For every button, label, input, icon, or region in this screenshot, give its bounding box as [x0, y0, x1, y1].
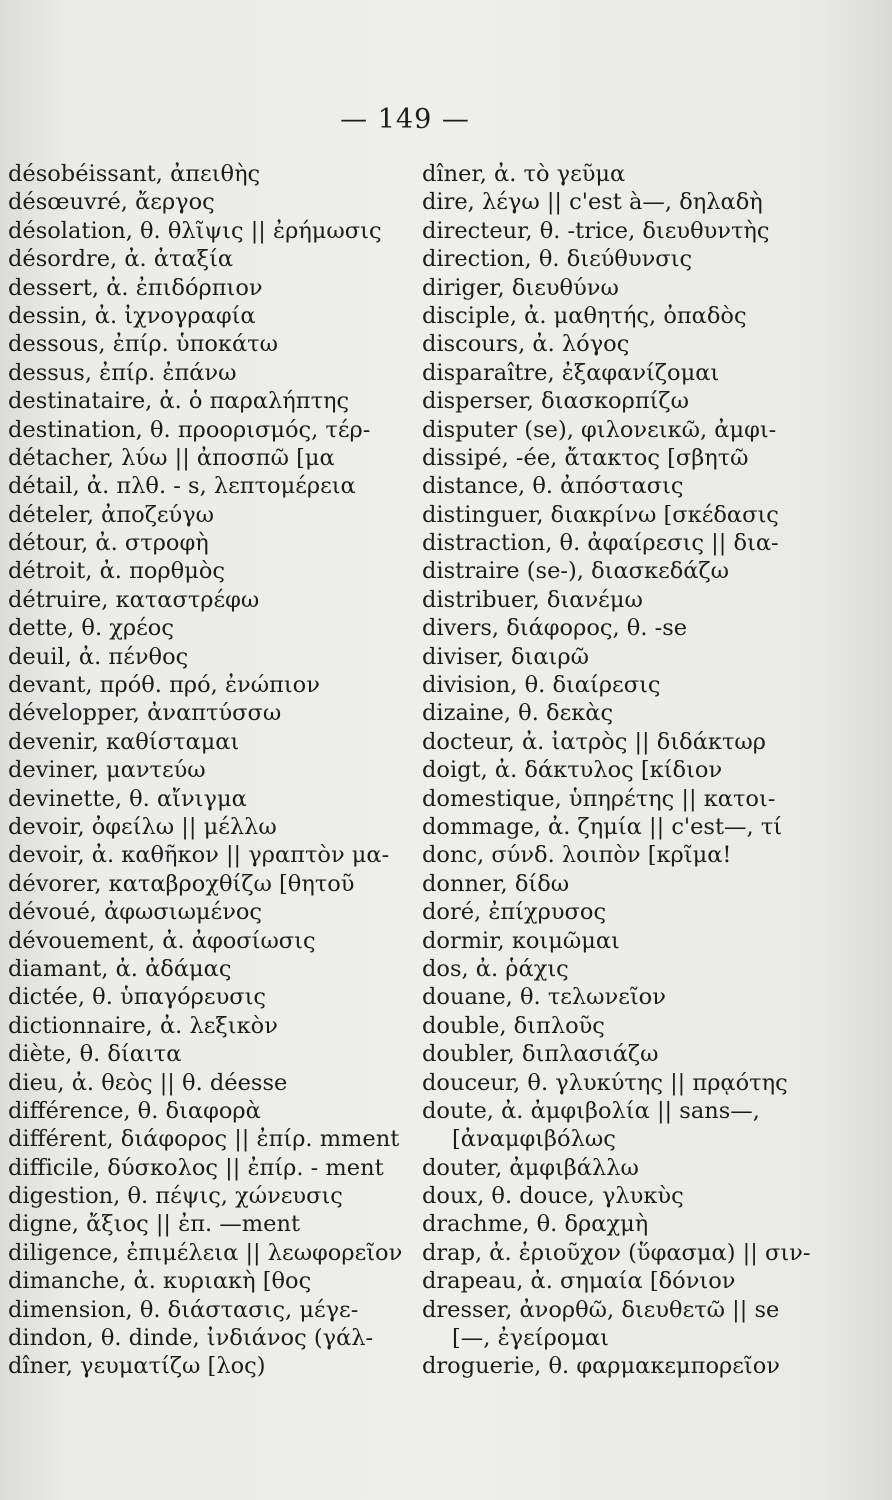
dictionary-entry-line: devinette, θ. αἴνιγμα [8, 785, 247, 812]
dictionary-entry-line: domestique, ὑπηρέτης || κατοι- [422, 785, 776, 812]
dictionary-entry-line: douceur, θ. γλυκύτης || πρᾳότης [422, 1069, 788, 1096]
dictionary-entry-line: devoir, ὀφείλω || μέλλω [8, 813, 277, 840]
dictionary-entry-line: devoir, ἀ. καθῆκον || γραπτὸν μα- [8, 842, 390, 869]
dictionary-entry-line: dresser, ἀνορθῶ, διευθετῶ || se [422, 1296, 780, 1323]
dictionary-entry-line: doute, ἀ. ἀμφιβολία || sans—, [422, 1097, 760, 1124]
dictionary-entry-line: dette, θ. χρέος [8, 615, 174, 642]
dictionary-entry-line: digne, ἄξιος || ἐπ. —ment [8, 1211, 300, 1238]
dictionary-entry-line: directeur, θ. -trice, διευθυντὴς [422, 217, 770, 244]
dictionary-entry-line: développer, ἀναπτύσσω [8, 700, 282, 727]
dictionary-entry-line: dételer, ἀποζεύγω [8, 501, 215, 528]
dictionary-entry-line: doubler, διπλασιάζω [422, 1041, 659, 1068]
dictionary-entry-line: distribuer, διανέμω [422, 586, 643, 613]
dictionary-entry-line: douter, ἀμφιβάλλω [422, 1154, 639, 1181]
dictionary-entry-line: dommage, ἀ. ζημία || c'est—, τί [422, 813, 783, 840]
dictionary-entry-line: destination, θ. προορισμός, τέρ- [8, 416, 371, 443]
dictionary-entry-line: détroit, ἀ. πορθμὸς [8, 558, 225, 585]
dictionary-entry-line: disciple, ἀ. μαθητής, ὀπαδὸς [422, 302, 747, 329]
dictionary-entry-line: donc, σύνδ. λοιπὸν [κρῖμα! [422, 842, 732, 869]
dictionary-entry-line: dos, ἀ. ῥάχις [422, 955, 569, 982]
dictionary-entry-line: désolation, θ. θλῖψις || ἐρήμωσις [8, 217, 382, 244]
dictionary-entry-line: [—, ἐγείρομαι [452, 1325, 609, 1352]
dictionary-entry-line: drachme, θ. δραχμὴ [422, 1211, 649, 1238]
dictionary-entry-line: disputer (se), φιλονεικῶ, ἀμφι- [422, 416, 777, 443]
right-column [422, 160, 818, 1381]
dictionary-entry-line: dimanche, ἀ. κυριακὴ [θος [8, 1268, 312, 1295]
dictionary-entry-line: devant, πρόθ. πρό, ἐνώπιον [8, 672, 320, 699]
dictionary-entry-line: détruire, καταστρέφω [8, 586, 260, 613]
dictionary-entry-line: dissipé, -ée, ἄτακτος [σβητῶ [422, 444, 749, 471]
dictionary-entry-line: diriger, διευθύνω [422, 274, 619, 301]
dictionary-entry-line: détour, ἀ. στροφὴ [8, 530, 209, 557]
dictionary-entry-line: détail, ἀ. πλθ. - s, λεπτομέρεια [8, 473, 356, 500]
dictionary-entry-line: docteur, ἀ. ἰατρὸς || διδάκτωρ [422, 728, 766, 755]
dictionary-entry-line: devenir, καθίσταμαι [8, 728, 240, 755]
dictionary-entry-line: dizaine, θ. δεκὰς [422, 700, 614, 727]
dictionary-entry-line: dindon, θ. dinde, ἰνδιάνος (γάλ- [8, 1325, 374, 1352]
dictionary-entry-line: diamant, ἀ. ἀδάμας [8, 955, 232, 982]
dictionary-entry-line: direction, θ. διεύθυνσις [422, 246, 693, 273]
dictionary-entry-line: différent, διάφορος || ἐπίρ. mment [8, 1126, 400, 1153]
dictionary-entry-line: dévorer, καταβροχθίζω [θητοῦ [8, 870, 355, 897]
dictionary-entry-line: dictée, θ. ὑπαγόρευσις [8, 984, 267, 1011]
dictionary-entry-line: double, διπλοῦς [422, 1012, 605, 1039]
dictionary-entry-line: diligence, ἐπιμέλεια || λεωφορεῖον [8, 1239, 403, 1266]
dictionary-entry-line: dîner, γευματίζω [λος) [8, 1353, 266, 1380]
dictionary-entry-line: deuil, ἀ. πένθος [8, 643, 189, 670]
dictionary-entry-line: dictionnaire, ἀ. λεξικὸν [8, 1012, 278, 1039]
dictionary-entry-line: drap, ἀ. ἐριοῦχον (ὕφασμα) || σιν- [422, 1239, 811, 1266]
dictionary-entry-line: distance, θ. ἀπόστασις [422, 473, 684, 500]
dictionary-entry-line: difficile, δύσκολος || ἐπίρ. - ment [8, 1154, 384, 1181]
dictionary-entry-line: désobéissant, ἀπειθὴς [8, 161, 261, 187]
dictionary-entry-line: dormir, κοιμῶμαι [422, 927, 620, 954]
dictionary-entry-line: donner, δίδω [422, 870, 570, 897]
dictionary-entry-line: divers, διάφορος, θ. -se [422, 615, 688, 642]
dictionary-entry-line: division, θ. διαίρεσις [422, 672, 661, 699]
dictionary-entry-line: [ἀναμφιβόλως [452, 1126, 616, 1153]
dictionary-entry-line: différence, θ. διαφορὰ [8, 1097, 261, 1124]
dictionary-entry-line: disperser, διασκορπίζω [422, 388, 689, 415]
dictionary-entry-line: désœuvré, ἄεργος [8, 189, 215, 216]
dictionary-entry-line: diviser, διαιρῶ [422, 643, 589, 670]
dictionary-entry-line: doré, ἐπίχρυσος [422, 899, 607, 926]
dictionary-entry-line: dessus, ἐπίρ. ἐπάνω [8, 359, 237, 386]
dictionary-entry-line: dîner, ἀ. τὸ γεῦμα [422, 161, 626, 187]
left-column [8, 160, 408, 1381]
dictionary-entry-line: dessert, ἀ. ἐπιδόρπιον [8, 274, 263, 301]
dictionary-entry-line: dévoué, ἀφωσιωμένος [8, 899, 263, 926]
dictionary-entry-line: dieu, ἀ. θεὸς || θ. déesse [8, 1069, 288, 1096]
dictionary-entry-line: dimension, θ. διάστασις, μέγε- [8, 1296, 359, 1323]
dictionary-entry-line: doux, θ. douce, γλυκὺς [422, 1183, 684, 1210]
dictionary-entry-line: dessin, ἀ. ἰχνογραφία [8, 302, 256, 329]
dictionary-entry-line: détacher, λύω || ἀποσπῶ [μα [8, 444, 335, 471]
dictionary-entry-line: droguerie, θ. φαρμακεμπορεῖον [422, 1353, 780, 1380]
dictionary-entry-line: désordre, ἀ. ἀταξία [8, 246, 234, 273]
dictionary-entry-line: discours, ἀ. λόγος [422, 331, 630, 358]
dictionary-entry-line: disparaître, ἐξαφανίζομαι [422, 359, 720, 386]
dictionary-entry-line: deviner, μαντεύω [8, 757, 206, 784]
dictionary-entry-line: dire, λέγω || c'est à—, δηλαδὴ [422, 189, 763, 216]
dictionary-entry-line: dévouement, ἀ. ἀφοσίωσις [8, 927, 316, 954]
dictionary-entry-line: diète, θ. δίαιτα [8, 1041, 182, 1068]
dictionary-entry-line: douane, θ. τελωνεῖον [422, 984, 666, 1011]
dictionary-entry-line: distinguer, διακρίνω [σκέδασις [422, 501, 779, 528]
dictionary-entry-line: dessous, ἐπίρ. ὑποκάτω [8, 331, 278, 358]
dictionary-entry-line: doigt, ἀ. δάκτυλος [κίδιον [422, 757, 723, 784]
page-number: — 149 — [340, 104, 470, 135]
dictionary-entry-line: distraction, θ. ἀφαίρεσις || δια- [422, 530, 779, 557]
dictionary-entry-line: destinataire, ἀ. ὁ παραλήπτης [8, 388, 350, 415]
dictionary-entry-line: distraire (se-), διασκεδάζω [422, 558, 730, 585]
dictionary-entry-line: drapeau, ἀ. σημαία [δόνιον [422, 1268, 736, 1295]
dictionary-entry-line: digestion, θ. πέψις, χώνευσις [8, 1183, 343, 1210]
